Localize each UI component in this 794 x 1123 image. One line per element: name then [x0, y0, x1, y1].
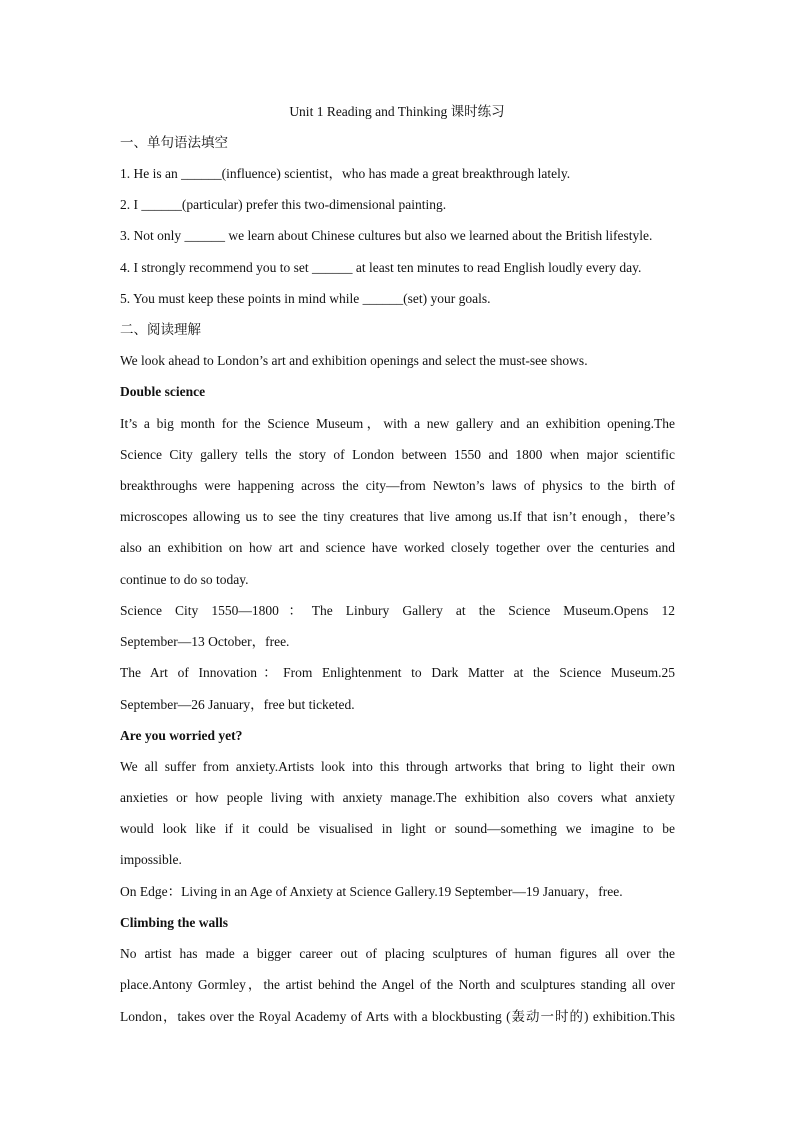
part2-para-line: impossible.: [120, 852, 182, 867]
exercise-item-1: 1. He is an ______(influence) scientist，who has made a great breakthrough lately.: [120, 166, 571, 181]
part2-para-line: would look like if it could be visualised in light or sound—something we imagine to be: [120, 821, 675, 836]
reading-intro: We look ahead to London’s art and exhibition openings and select the must-see shows.: [120, 353, 588, 368]
part1-para-line: Science City gallery tells the story of London between 1550 and 1800 when major scientific: [120, 447, 675, 462]
part3-para-line: No artist has made a bigger career out of placing sculptures of human figures all over the: [120, 946, 675, 961]
part1-info2-line: The Art of Innovation：From Enlightenment to Dark Matter at the Science Museum.25: [120, 665, 675, 680]
part3-para-line: place.Antony Gormley，the artist behind the Angel of the North and sculptures standing all over: [120, 977, 675, 992]
part1-heading: Double science: [120, 384, 206, 399]
part1-info1-line: Science City 1550—1800：The Linbury Gallery at the Science Museum.Opens 12: [120, 603, 675, 618]
part2-para-line: anxieties or how people living with anxiety manage.The exhibition also covers what anxiety: [120, 790, 675, 805]
part1-para-line: breakthroughs were happening across the city—from Newton’s laws of physics to the birth of: [120, 478, 675, 493]
part1-info2-line: September—26 January，free but ticketed.: [120, 697, 355, 712]
part2-heading: Are you worried yet?: [120, 728, 243, 743]
page-title: Unit 1 Reading and Thinking 课时练习: [289, 104, 505, 119]
section2-heading: 二、阅读理解: [120, 322, 201, 337]
part1-para-line: microscopes allowing us to see the tiny creatures that live among us.If that isn’t enough，there’s: [120, 509, 675, 524]
part3-para-line: London，takes over the Royal Academy of Arts with a blockbusting (轰动一时的) exhibition.This: [120, 1009, 675, 1024]
exercise-item-4: 4. I strongly recommend you to set ______ at least ten minutes to read English loudly every day.: [120, 260, 642, 275]
part2-para-line: We all suffer from anxiety.Artists look into this through artworks that bring to light their own: [120, 759, 675, 774]
part1-para-line: also an exhibition on how art and science have worked closely together over the centuries and: [120, 540, 675, 555]
part3-heading: Climbing the walls: [120, 915, 229, 930]
section1-heading: 一、单句语法填空: [120, 135, 228, 150]
part1-para-line: It’s a big month for the Science Museum，with a new gallery and an exhibition opening.The: [120, 416, 675, 431]
part1-para-line: continue to do so today.: [120, 572, 249, 587]
exercise-item-5: 5. You must keep these points in mind while ______(set) your goals.: [120, 291, 491, 306]
exercise-item-2: 2. I ______(particular) prefer this two-dimensional painting.: [120, 197, 447, 212]
part1-info1-line: September—13 October，free.: [120, 634, 290, 649]
exercise-item-3: 3. Not only ______ we learn about Chinese cultures but also we learned about the British lifestyle.: [120, 228, 653, 243]
part2-info: On Edge：Living in an Age of Anxiety at Science Gallery.19 September—19 January，free.: [120, 884, 623, 899]
